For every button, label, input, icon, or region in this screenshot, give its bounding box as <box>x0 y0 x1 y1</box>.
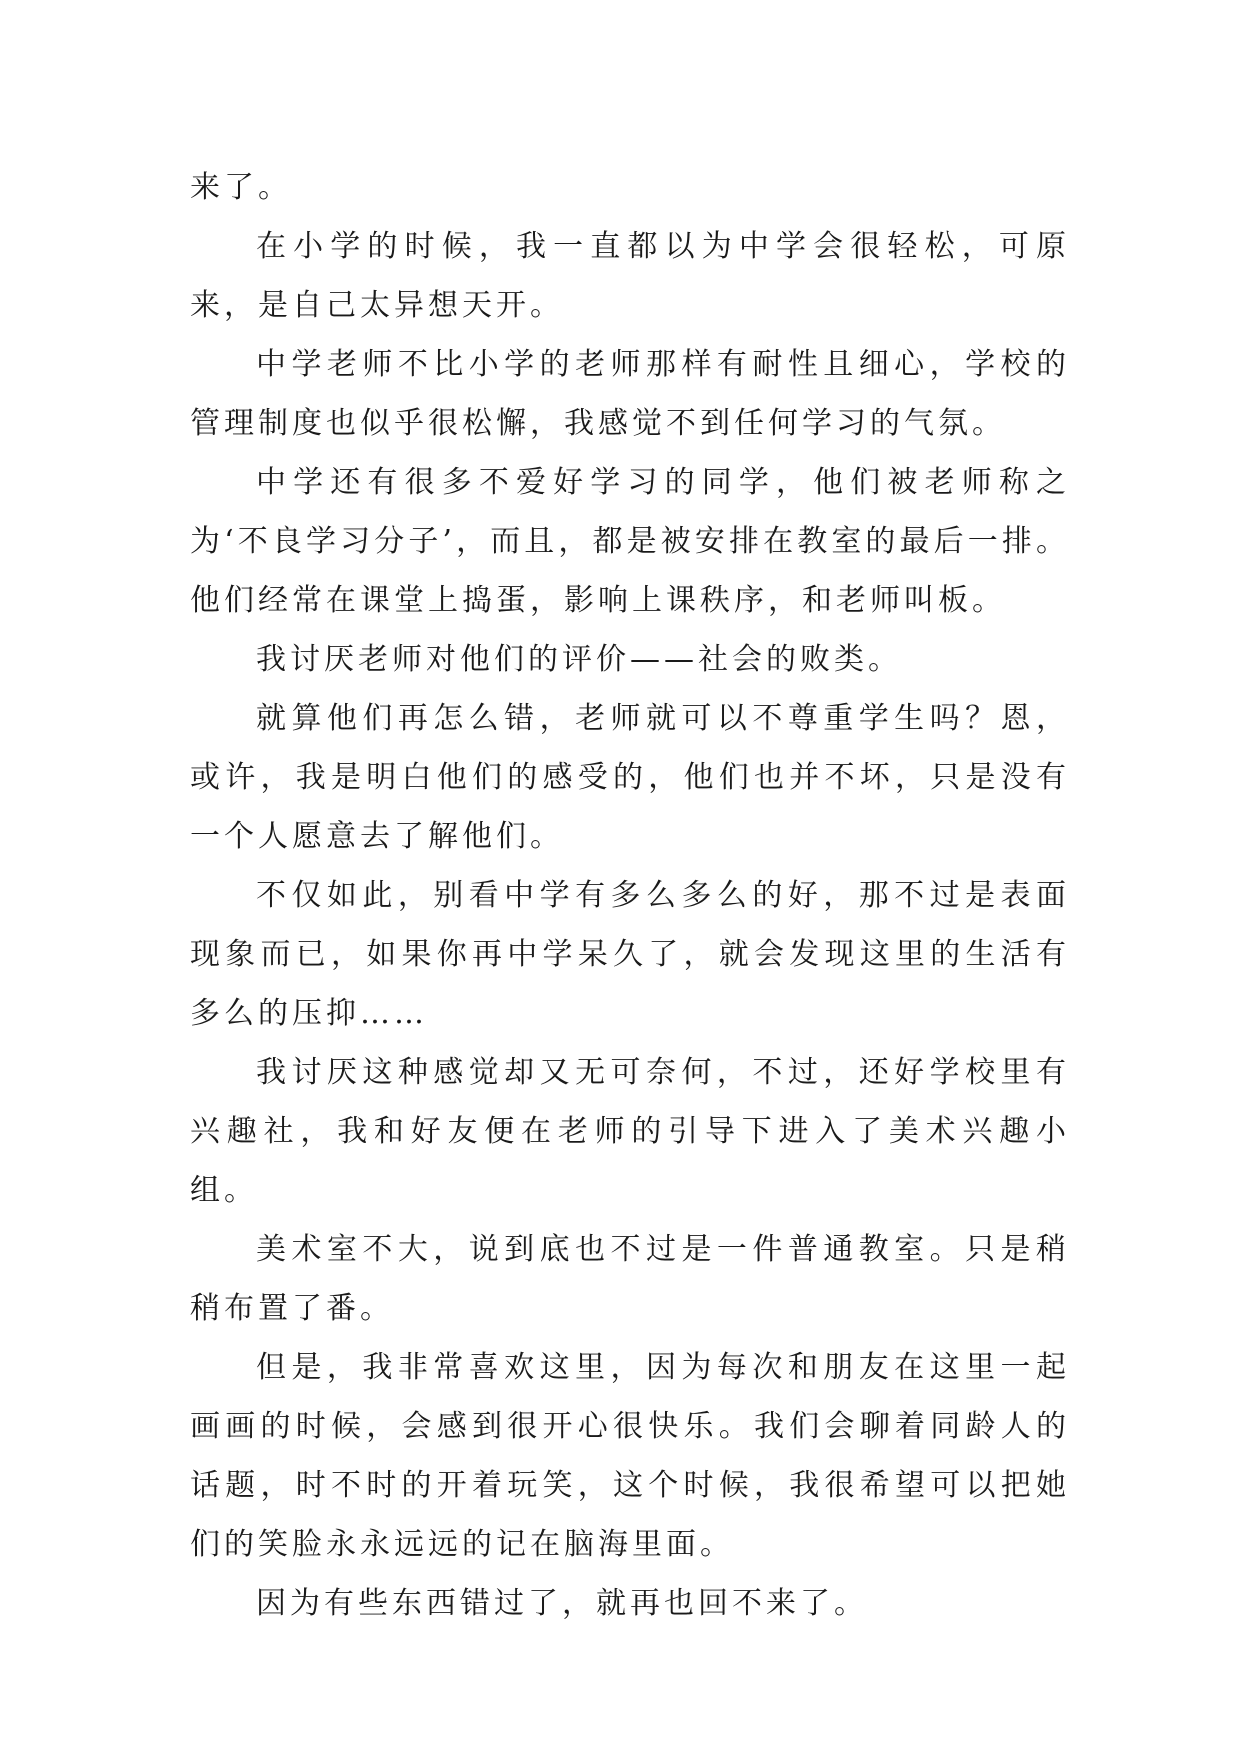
paragraph: 因为有些东西错过了，就再也回不来了。 <box>256 1586 868 1621</box>
paragraph: 就算他们再怎么错，老师就可以不尊重学生吗？恩，或许，我是明白他们的感受的，他们也并不坏，只是没有一个人愿意去了解他们。 <box>190 701 1070 854</box>
paragraph: 但是，我非常喜欢这里，因为每次和朋友在这里一起画画的时候，会感到很开心很快乐。我们会聊着同龄人的话题，时不时的开着玩笑，这个时候，我很希望可以把她们的笑脸永永远远的记在脑海里面。 <box>190 1350 1070 1562</box>
paragraph: 在小学的时候，我一直都以为中学会很轻松，可原来，是自己太异想天开。 <box>190 229 1070 323</box>
document-body <box>190 158 1070 1633</box>
paragraph: 我讨厌这种感觉却又无可奈何，不过，还好学校里有兴趣社，我和好友便在老师的引导下进入了美术兴趣小组。 <box>190 1055 1070 1208</box>
paragraph: 我讨厌老师对他们的评价——社会的败类。 <box>256 642 902 677</box>
paragraph: 不仅如此，别看中学有多么多么的好，那不过是表面现象而已，如果你再中学呆久了，就会发现这里的生活有多么的压抑…… <box>190 878 1070 1031</box>
paragraph: 中学还有很多不爱好学习的同学，他们被老师称之为‘不良学习分子’，而且，都是被安排在教室的最后一排。他们经常在课堂上捣蛋，影响上课秩序，和老师叫板。 <box>190 465 1070 618</box>
paragraph: 美术室不大，说到底也不过是一件普通教室。只是稍稍布置了番。 <box>190 1232 1070 1326</box>
paragraph: 中学老师不比小学的老师那样有耐性且细心，学校的管理制度也似乎很松懈，我感觉不到任何学习的气氛。 <box>190 347 1070 441</box>
paragraph: 来了。 <box>190 170 292 205</box>
